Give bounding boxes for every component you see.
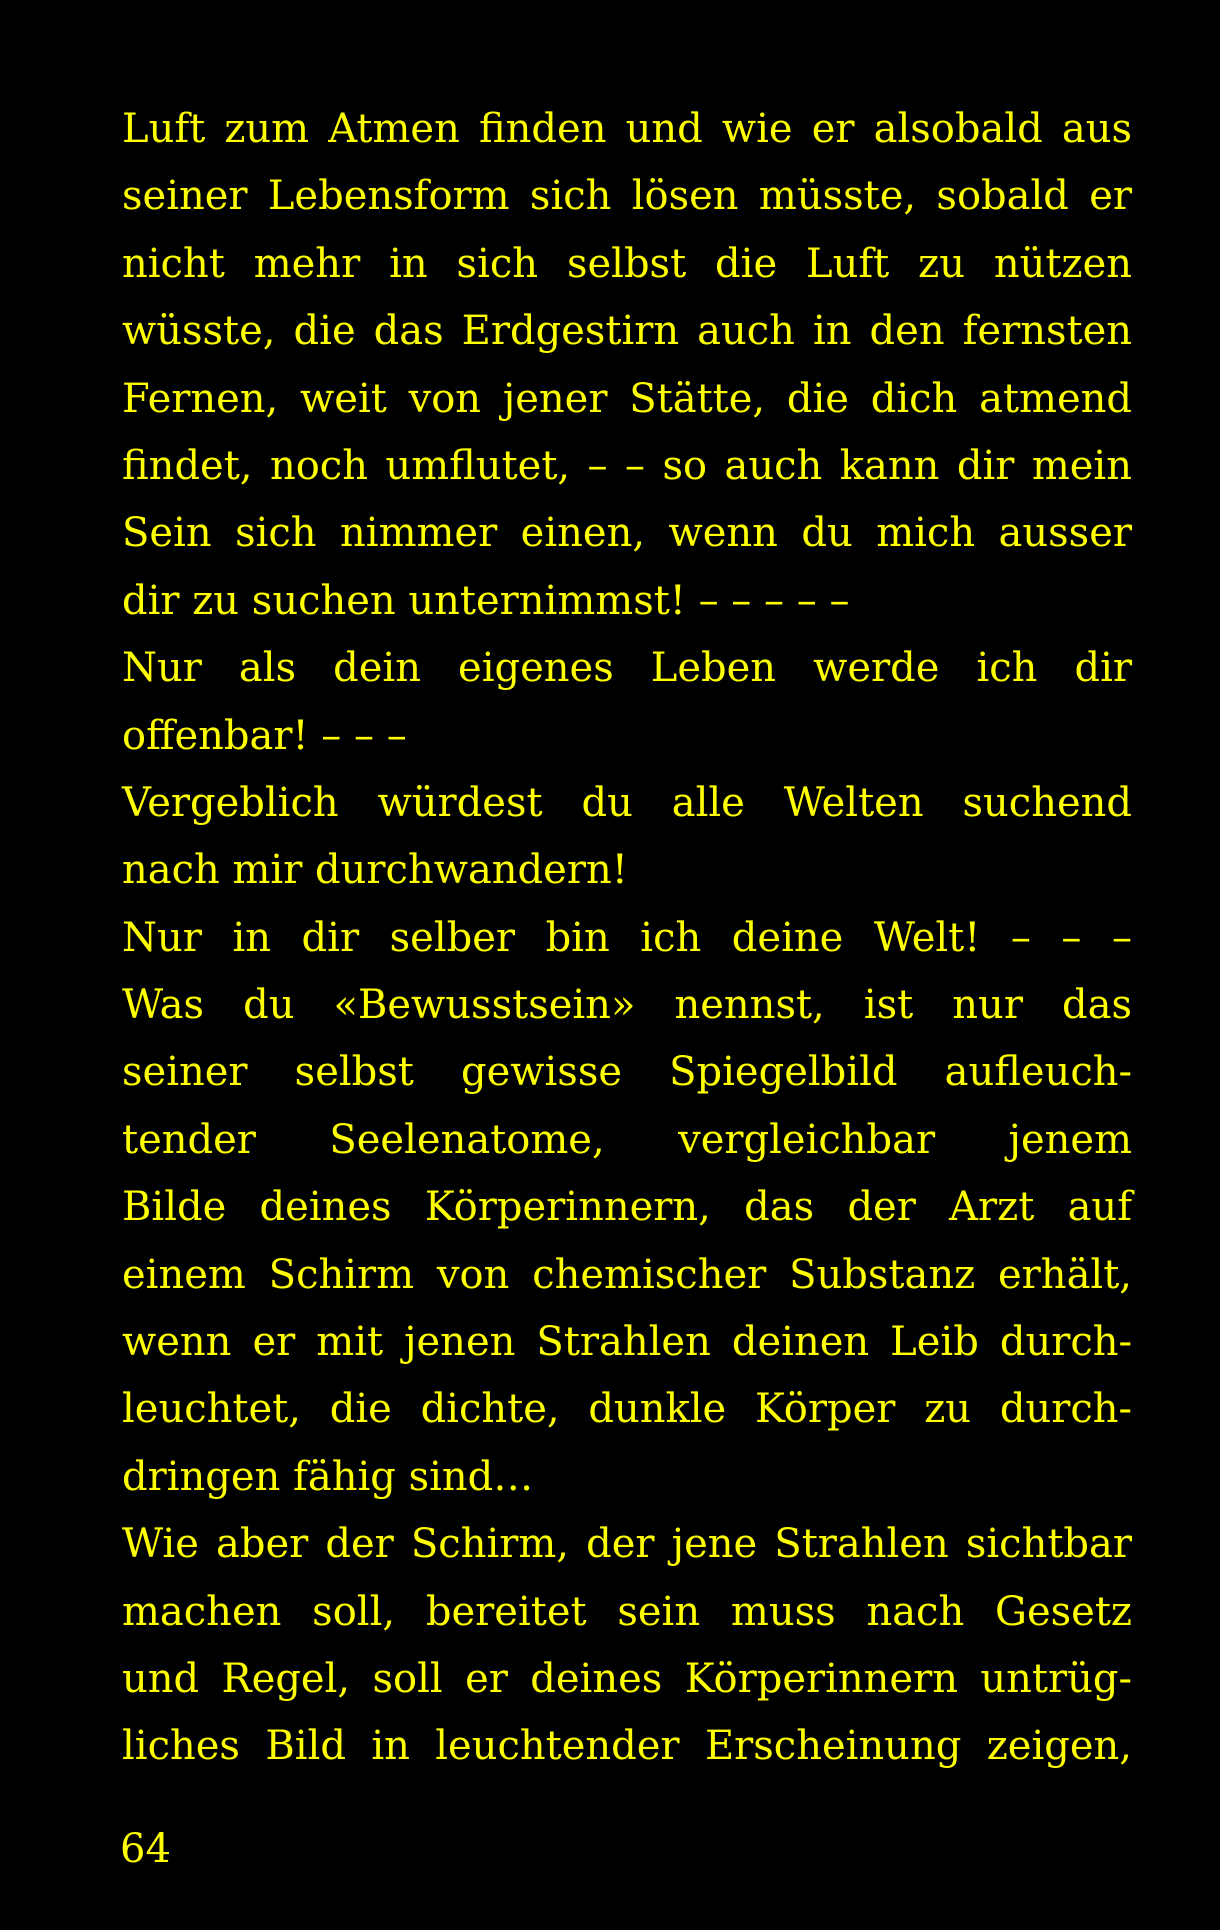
text-line: Bilde deines Körperinnern, das der Arzt auf — [122, 1184, 1132, 1231]
text-line: findet, noch umflutet, – – so auch kann dir mein — [122, 442, 1132, 489]
text-line: wüsste, die das Erdgestirn auch in den fernsten — [122, 308, 1132, 355]
text-line: dir zu suchen unternimmst! – – – – – — [122, 577, 850, 624]
text-line: dringen fähig sind… — [122, 1453, 534, 1500]
text-line: seiner Lebensform sich lösen müsste, sobald er — [122, 173, 1132, 220]
body-text — [122, 96, 1132, 1781]
text-line: wenn er mit jenen Strahlen deinen Leib durch- — [122, 1319, 1132, 1366]
text-line: offenbar! – – – — [122, 712, 407, 759]
text-line: Wie aber der Schirm, der jene Strahlen sichtbar — [122, 1521, 1132, 1568]
text-line: einem Schirm von chemischer Substanz erhält, — [122, 1251, 1132, 1298]
text-line: Nur in dir selber bin ich deine Welt! – – – — [122, 914, 1132, 961]
text-line: seiner selbst gewisse Spiegelbild aufleuch- — [122, 1049, 1132, 1096]
text-line: leuchtet, die dichte, dunkle Körper zu durch- — [122, 1386, 1132, 1433]
text-line: Sein sich nimmer einen, wenn du mich ausser — [122, 510, 1132, 557]
text-line: tender Seelenatome, vergleichbar jenem — [122, 1116, 1132, 1163]
text-line: machen soll, bereitet sein muss nach Gesetz — [122, 1588, 1132, 1635]
text-line: Luft zum Atmen finden und wie er alsobald aus — [122, 106, 1132, 152]
text-line: nicht mehr in sich selbst die Luft zu nützen — [122, 240, 1132, 287]
text-line: und Regel, soll er deines Körperinnern untrüg- — [122, 1655, 1132, 1702]
text-line: nach mir durchwandern! — [122, 847, 628, 894]
page-number: 64 — [120, 1826, 171, 1872]
text-line: Vergeblich würdest du alle Welten suchend — [122, 779, 1132, 826]
text-line: liches Bild in leuchtender Erscheinung zeigen, — [122, 1723, 1132, 1770]
text-line: Fernen, weit von jener Stätte, die dich atmend — [122, 375, 1132, 422]
text-line: Was du «Bewusstsein» nennst, ist nur das — [122, 982, 1132, 1029]
text-line: Nur als dein eigenes Leben werde ich dir — [122, 645, 1132, 692]
